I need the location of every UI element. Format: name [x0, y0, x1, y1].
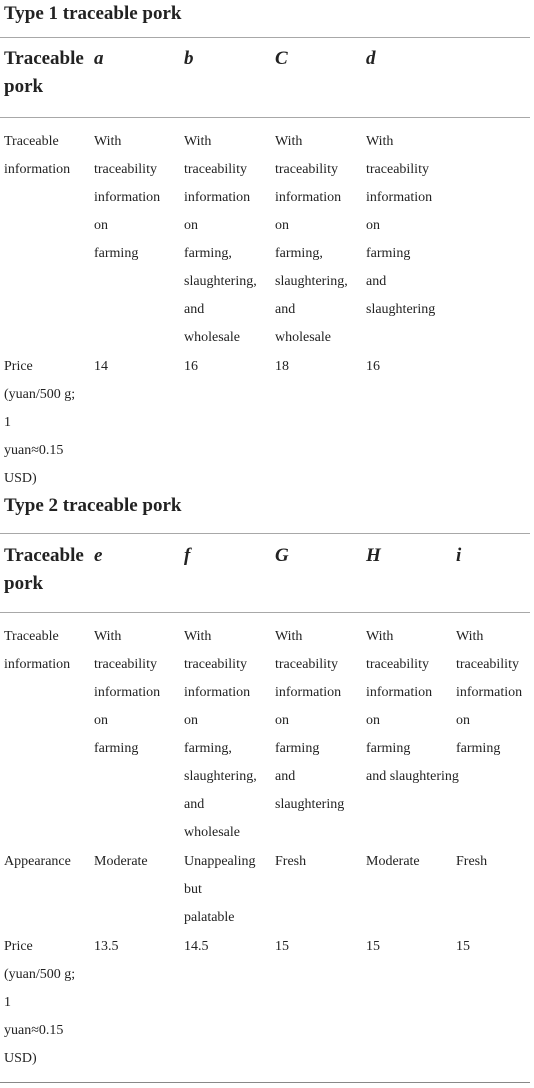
table1-cell: 16 [184, 359, 198, 374]
table1-cell: 18 [275, 359, 289, 374]
table2-header-g: G [275, 545, 289, 566]
table2-cell: With traceability information on farming [94, 629, 161, 756]
table1-header-c: C [275, 48, 288, 69]
table2-header-h: H [366, 545, 381, 566]
table2-header-i: i [456, 545, 462, 566]
table2-row-label: Traceable information [4, 629, 71, 672]
table1-header-rule [0, 117, 530, 118]
table2-top-rule [0, 533, 530, 534]
table2-header-f: f [184, 545, 191, 566]
table1-row-label: Traceable information [4, 134, 71, 177]
table2-cell: With traceability information on farming and slaughtering [366, 629, 459, 784]
table2-cell: Moderate [366, 854, 420, 869]
table2-cell: 15 [275, 939, 289, 954]
table2-title: Type 2 traceable pork [4, 495, 182, 516]
table2-bottom-rule [0, 1082, 530, 1083]
table1-cell: 16 [366, 359, 380, 374]
table1-cell: 14 [94, 359, 108, 374]
table2-cell: Unappealing but palatable [184, 854, 256, 925]
table2-header-rule [0, 612, 530, 613]
table2-cell: Moderate [94, 854, 148, 869]
table1-header-d: d [366, 48, 376, 69]
table1-cell: With traceability information on farming [94, 134, 161, 261]
table2-row-label: Appearance [4, 854, 71, 869]
table1-cell: With traceability information on farming and slaughtering [366, 134, 436, 317]
table1-title: Type 1 traceable pork [4, 3, 182, 24]
table1-cell: With traceability information on farming, slaughtering, and wholesale [275, 134, 348, 345]
table2-cell: Fresh [456, 854, 488, 869]
table2-cell: With traceability information on farming [456, 629, 523, 756]
table2-cell: Fresh [275, 854, 307, 869]
table2-row-label: Price (yuan/500 g; 1 yuan≈0.15 USD) [4, 939, 76, 1066]
table1-top-rule [0, 37, 530, 38]
table2-cell: With traceability information on farming and slaughtering [275, 629, 345, 812]
table2-cell: 13.5 [94, 939, 119, 954]
table1-header-b: b [184, 48, 194, 69]
table1-header-a: a [94, 48, 104, 69]
table2-cell: 15 [456, 939, 470, 954]
table2-header-e: e [94, 545, 103, 566]
table1-row-label: Price (yuan/500 g; 1 yuan≈0.15 USD) [4, 359, 76, 486]
table2-cell: 14.5 [184, 939, 209, 954]
table2-header-label: Traceable pork [4, 545, 84, 594]
table2-cell: With traceability information on farming, slaughtering, and wholesale [184, 629, 257, 840]
table2-cell: 15 [366, 939, 380, 954]
table1-header-label: Traceable pork [4, 48, 84, 97]
table1-cell: With traceability information on farming, slaughtering, and wholesale [184, 134, 257, 345]
